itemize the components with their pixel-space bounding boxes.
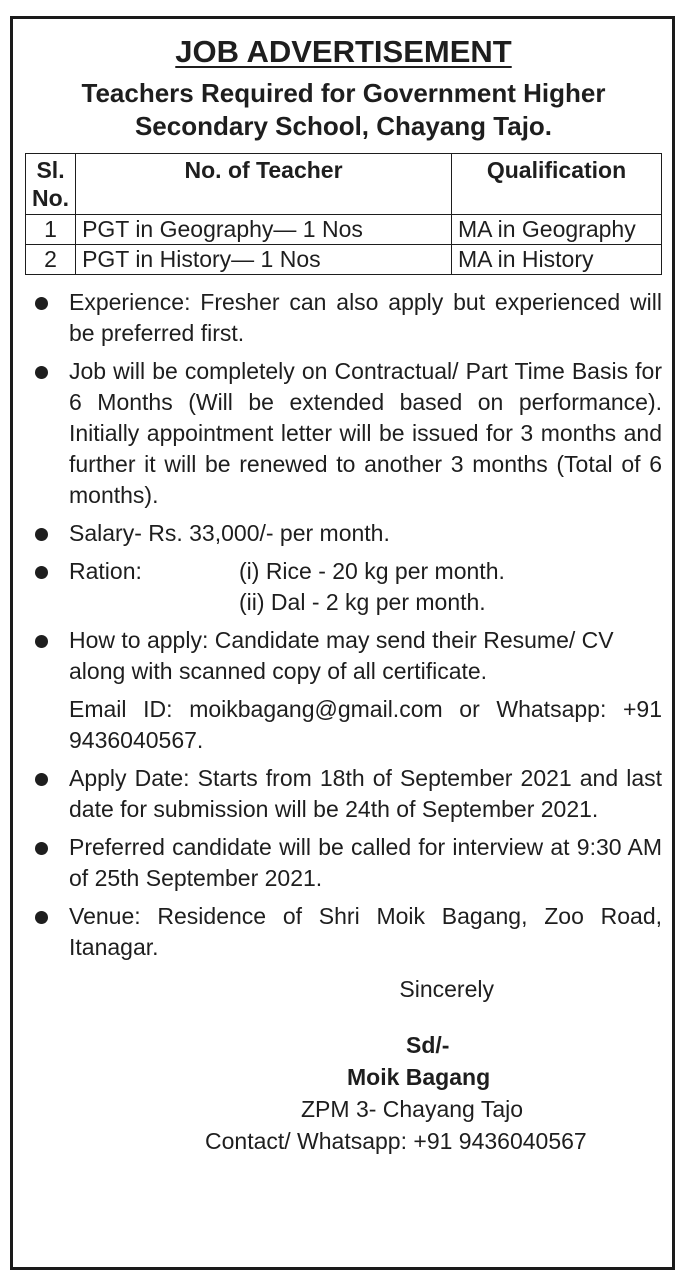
- advertisement-border: [10, 16, 675, 1270]
- signer-office: ZPM 3- Chayang Tajo: [301, 1096, 524, 1122]
- list-item-salary: [25, 518, 662, 549]
- bullet-icon: [35, 566, 48, 579]
- list-item-venue: [25, 901, 662, 963]
- bullet-icon: [35, 366, 48, 379]
- signature-block: [25, 1029, 662, 1179]
- table-row: [26, 245, 662, 275]
- row-teacher: PGT in Geography— 1 Nos: [76, 215, 452, 245]
- interview-text: Preferred candidate will be called for interview at 9:30 AM of 25th September 2021.: [69, 834, 662, 891]
- row-teacher: PGT in History— 1 Nos: [76, 245, 452, 275]
- header-qualification: Qualification: [452, 154, 662, 215]
- closing-block: [25, 973, 662, 1179]
- list-item-contract: [25, 356, 662, 511]
- bullet-icon: [35, 297, 48, 310]
- table-row: [26, 215, 662, 245]
- row-qualification: MA in History: [452, 245, 662, 275]
- apply-date-text: Apply Date: Starts from 18th of September 2021 and last date for submission will be 24th of September 2021.: [69, 765, 662, 822]
- bullet-icon: [35, 842, 48, 855]
- list-item-how-to-apply: [25, 625, 662, 687]
- ration-rice: (i) Rice - 20 kg per month.: [239, 558, 505, 584]
- experience-text: Experience: Fresher can also apply but experienced will be preferred first.: [69, 289, 662, 346]
- ad-subheading: [25, 77, 662, 143]
- row-sl-no: 1: [26, 215, 76, 245]
- requirement-list-continued: [25, 763, 662, 963]
- row-qualification: MA in Geography: [452, 215, 662, 245]
- salary-text: Salary- Rs. 33,000/- per month.: [69, 520, 390, 546]
- list-item-apply-date: [25, 763, 662, 825]
- header-sl-line-1: Sl.: [36, 157, 65, 183]
- sincerely-text: Sincerely: [399, 976, 494, 1002]
- header-sl-no: [26, 154, 76, 215]
- signer-contact: Contact/ Whatsapp: +91 9436040567: [205, 1128, 587, 1154]
- list-item-experience: [25, 287, 662, 349]
- contract-text: Job will be completely on Contractual/ Part Time Basis for 6 Months (Will be extended based on performance). Initially appointment letter will be issued for 3 months and further it will be renewed to another 3 months (Total of 6 months).: [69, 358, 662, 508]
- how-to-apply-text: How to apply: Candidate may send their Resume/ CV along with scanned copy of all certificate.: [69, 627, 614, 684]
- bullet-icon: [35, 911, 48, 924]
- signed-mark: Sd/-: [406, 1032, 450, 1058]
- bullet-icon: [35, 635, 48, 648]
- list-item-interview: [25, 832, 662, 894]
- requirement-list: [25, 287, 662, 687]
- vacancy-table: [25, 153, 662, 275]
- subheading-line-1: Teachers Required for Government Higher: [81, 78, 606, 108]
- header-no-of-teacher: No. of Teacher: [76, 154, 452, 215]
- ration-row: [69, 556, 662, 618]
- ration-label: Ration:: [69, 558, 142, 584]
- email-whatsapp-text: Email ID: moikbagang@gmail.com or Whatsapp: +91 9436040567.: [69, 696, 662, 753]
- venue-text: Venue: Residence of Shri Moik Bagang, Zoo Road, Itanagar.: [69, 903, 662, 960]
- list-item-ration: [25, 556, 662, 618]
- table-header-row: [26, 154, 662, 215]
- bullet-icon: [35, 773, 48, 786]
- bullet-icon: [35, 528, 48, 541]
- ration-dal: (ii) Dal - 2 kg per month.: [239, 589, 486, 615]
- ration-items: [239, 556, 662, 618]
- subheading-line-2: Secondary School, Chayang Tajo.: [134, 111, 553, 141]
- row-sl-no: 2: [26, 245, 76, 275]
- header-sl-line-2: No.: [32, 185, 70, 211]
- ad-heading: JOB ADVERTISEMENT: [175, 34, 512, 69]
- signer-name: Moik Bagang: [347, 1064, 491, 1090]
